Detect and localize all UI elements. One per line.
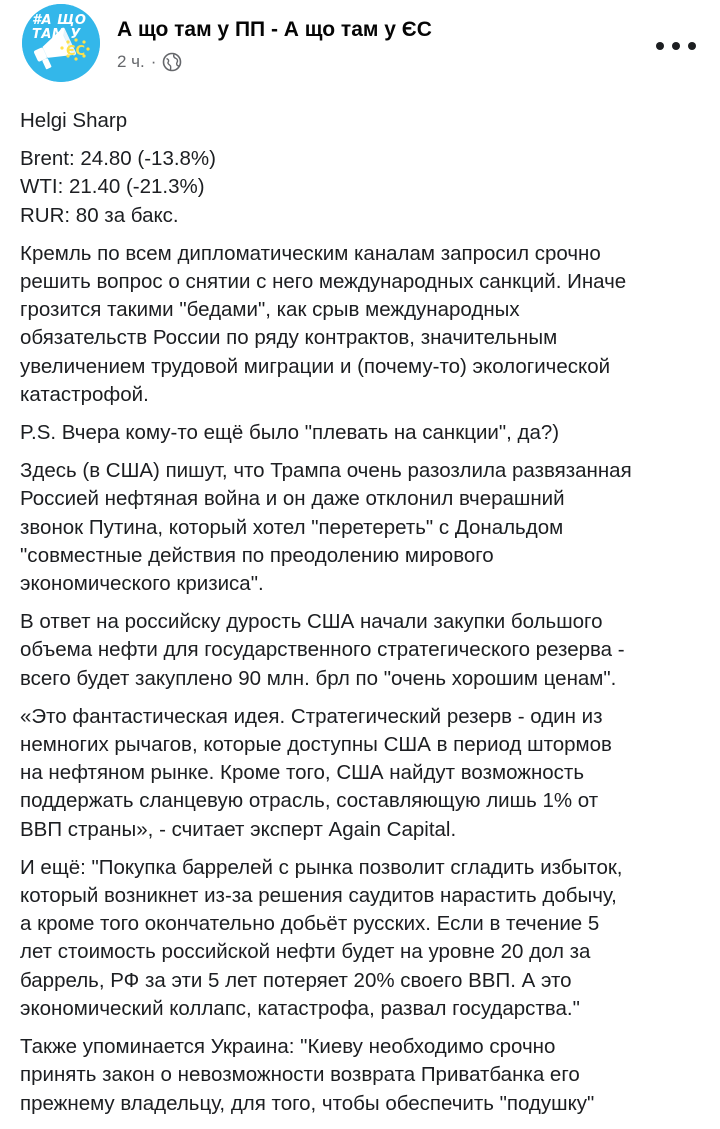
- post-paragraph: [20, 703, 706, 844]
- post-text-line: P.S. Вчера кому-то ещё было "плевать на санкции", да?): [20, 421, 560, 445]
- post-text-line: лет стоимость российской нефти будет на уровне 20 дол за: [20, 940, 591, 964]
- post-text-line: В ответ на российску дурость США начали закупки большого: [20, 610, 603, 634]
- post-text-line: обязательств России по ряду контрактов, значительным: [20, 326, 558, 350]
- page-name-link[interactable]: А що там у ПП - А що там у ЄС: [117, 18, 432, 41]
- post-text-line: прежнему владельцу, для того, чтобы обеспечить "подушку": [20, 1091, 595, 1115]
- post-text-line: И ещё: "Покупка баррелей с рынка позволит сгладить избыток,: [20, 855, 623, 879]
- post-text-line: объема нефти для государственного стратегического резерва -: [20, 638, 625, 662]
- post-text-line: экономического кризиса".: [20, 572, 264, 596]
- post-text-line: всего будет закуплено 90 млн. брл по "очень хорошим ценам".: [20, 666, 617, 690]
- post-text-line: баррель, РФ за эти 5 лет потеряет 20% своего ВВП. А это: [20, 968, 572, 992]
- post-paragraph: [20, 419, 706, 447]
- meta-separator: ·: [150, 52, 157, 71]
- post-header: [0, 0, 720, 96]
- post-text-line: экономический коллапс, катастрофа, развал государства.": [20, 996, 580, 1020]
- post-paragraph: [20, 145, 706, 230]
- post-text-line: WTI: 21.40 (-21.3%): [20, 175, 205, 199]
- post-text-line: Здесь (в США) пишут, что Трампа очень разозлила развязанная: [20, 459, 632, 483]
- post-text-line: грозится такими "бедами", как срыв международных: [20, 298, 520, 322]
- post-author-line: [20, 107, 706, 135]
- post-text-line: «Это фантастическая идея. Стратегический резерв - один из: [20, 704, 603, 728]
- post-text-line: "совместные действия по преодолению мирового: [20, 543, 494, 567]
- post-text-line: увеличением трудовой миграции и (почему-то) экологической: [20, 354, 611, 378]
- globe-icon[interactable]: [162, 52, 182, 72]
- more-options-icon-dot: [688, 42, 696, 50]
- page-avatar[interactable]: [22, 4, 100, 82]
- post-text-line: решить вопрос о снятии с него международных санкций. Иначе: [20, 270, 627, 294]
- post-timestamp[interactable]: 2 ч.: [117, 52, 145, 71]
- more-options-button[interactable]: [656, 32, 696, 60]
- post-meta: [117, 50, 182, 74]
- post-paragraph: [20, 854, 706, 1023]
- post-paragraph: [20, 608, 706, 693]
- post-paragraph: [20, 1033, 706, 1118]
- post-text-line: Brent: 24.80 (-13.8%): [20, 147, 216, 171]
- post-text-line: катастрофой.: [20, 382, 149, 406]
- post-paragraph: [20, 457, 706, 598]
- post-paragraph: [20, 240, 706, 409]
- post-text-line: RUR: 80 за бакс.: [20, 203, 179, 227]
- avatar-logo-line1: #А ЩО: [32, 13, 87, 28]
- post-paragraphs: [20, 145, 706, 1118]
- more-options-icon: [656, 42, 664, 50]
- post-text-line: который возникнет из-за решения саудитов нарастить добычу,: [20, 884, 617, 908]
- post-text-line: на нефтяном рынке. Кроме того, США найдут возможность: [20, 761, 585, 785]
- post-text-line: принять закон о невозможности возврата Приватбанка его: [20, 1063, 580, 1087]
- author-name: Helgi Sharp: [20, 109, 128, 132]
- avatar-logo-line2: ТАМ: [32, 27, 66, 42]
- post-body: [20, 107, 706, 1128]
- post-text-line: немногих рычагов, которые доступны США в период штормов: [20, 733, 612, 757]
- post-text-line: Также упоминается Украина: "Киеву необходимо срочно: [20, 1035, 556, 1059]
- more-options-icon-dot: [672, 42, 680, 50]
- post-text-line: Россией нефтяная война и он даже отклонил вчерашний: [20, 487, 565, 511]
- post-text-line: а кроме того окончательно добьёт русских. Если в течение 5: [20, 912, 600, 936]
- avatar-logo-text: [32, 14, 96, 42]
- post-text-line: ВВП страны», - считает эксперт Again Capital.: [20, 817, 457, 841]
- post-text-line: звонок Путина, который хотел "перетереть" с Дональдом: [20, 515, 564, 539]
- avatar-logo-es: ЄС: [66, 44, 86, 59]
- post-text-line: поддержать сланцевую отрасль, составляющую лишь 1% от: [20, 789, 599, 813]
- post-text-line: Кремль по всем дипломатическим каналам запросил срочно: [20, 241, 601, 265]
- avatar-logo-line3: У: [70, 27, 81, 42]
